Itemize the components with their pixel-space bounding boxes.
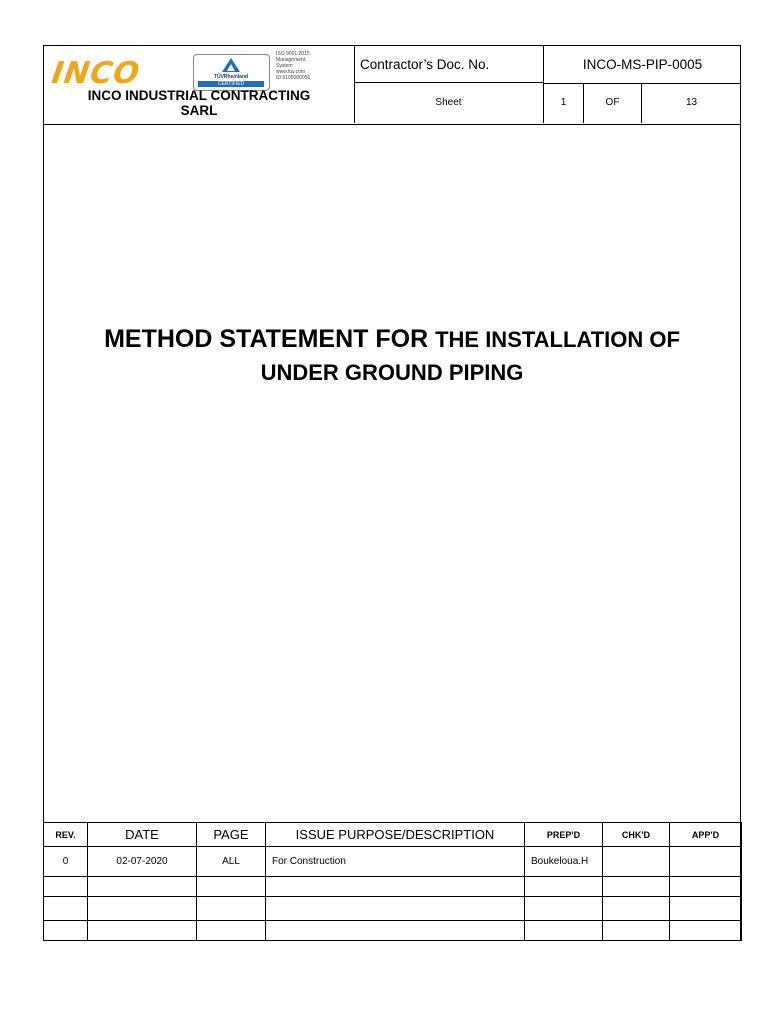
tuv-brand: TÜVRheinland bbox=[213, 74, 249, 80]
sheet-label: Sheet bbox=[354, 83, 544, 123]
tuv-certified-logo bbox=[193, 54, 270, 91]
revision-table-header bbox=[44, 823, 742, 847]
table-row bbox=[44, 921, 742, 941]
iso-certification-text: ISO 9001:2015 Management System www.tuv.com ID 9105080056 bbox=[276, 51, 311, 81]
table-row: 0 02-07-2020 ALL For Construction Boukeloua.H bbox=[44, 847, 742, 877]
title-block-header bbox=[44, 46, 740, 125]
col-chkd: CHK'D bbox=[603, 823, 670, 847]
company-logo-block bbox=[44, 46, 355, 123]
document-title: METHOD STATEMENT FOR THE INSTALLATION OF UNDER GROUND PIPING bbox=[104, 325, 680, 385]
total-sheets: 13 bbox=[685, 97, 698, 108]
inco-logo: INCO bbox=[49, 56, 143, 91]
company-name: INCO INDUSTRIAL CONTRACTING SARL bbox=[87, 88, 311, 118]
document-frame bbox=[43, 45, 741, 941]
sheet-number: 1 bbox=[544, 83, 584, 123]
col-rev: REV. bbox=[44, 823, 88, 847]
col-date: DATE bbox=[88, 823, 197, 847]
col-description: ISSUE PURPOSE/DESCRIPTION bbox=[266, 823, 525, 847]
col-prepd: PREP'D bbox=[525, 823, 603, 847]
col-page: PAGE bbox=[197, 823, 266, 847]
contractor-doc-label: Contractor’s Doc. No. bbox=[354, 46, 544, 83]
table-row bbox=[44, 877, 742, 897]
revision-table bbox=[43, 822, 742, 941]
of-label: OF bbox=[584, 83, 642, 123]
table-row bbox=[44, 897, 742, 921]
col-appd: APP'D bbox=[670, 823, 742, 847]
doc-number: INCO-MS-PIP-0005 bbox=[544, 46, 741, 84]
tuv-certified-label: CERTIFIED bbox=[198, 81, 264, 87]
